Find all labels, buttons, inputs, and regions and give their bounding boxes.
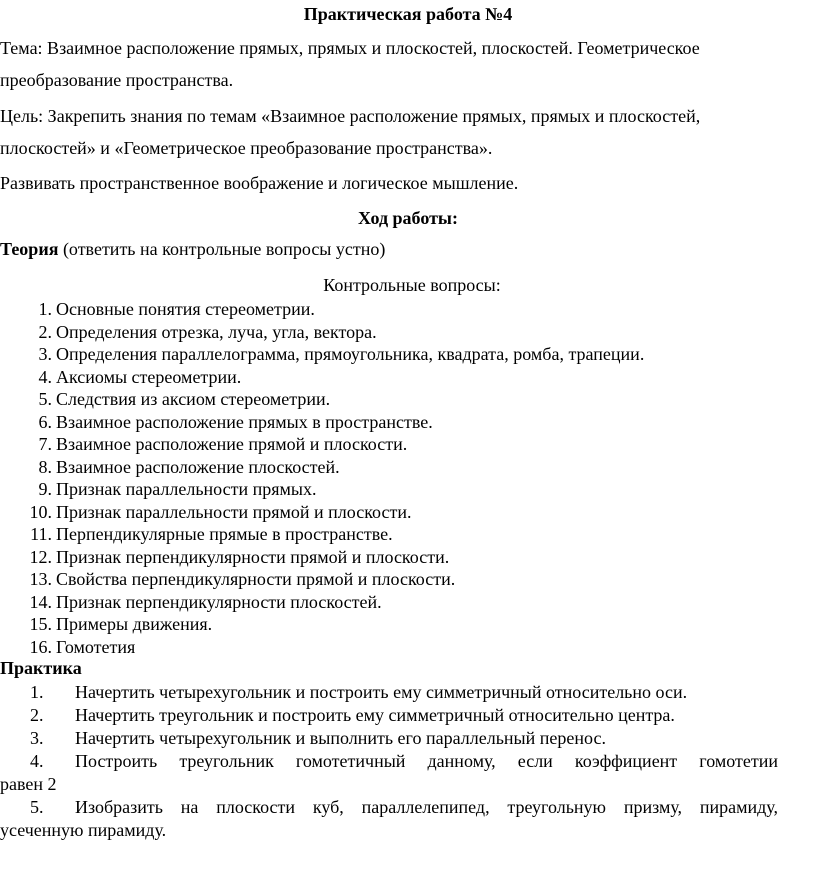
question-item [0, 636, 135, 658]
item-text: Определения отрезка, луча, угла, вектора. [56, 321, 377, 342]
question-item [0, 546, 449, 568]
item-text: Взаимное расположение прямой и плоскости. [56, 434, 408, 454]
item-number: 10. [29, 501, 52, 522]
item-text: Признак параллельности прямой и плоскости. [56, 501, 412, 522]
question-item [0, 411, 433, 433]
item-number: 5. [38, 389, 52, 409]
item-text-continued: равен 2 [0, 774, 57, 794]
item-text: Примеры движения. [56, 614, 213, 634]
practice-item [0, 750, 778, 796]
goal-line-1: Цель: Закрепить знания по темам «Взаимное расположение прямых, прямых и плоскостей, [0, 106, 701, 126]
theory-line [0, 238, 385, 260]
item-number: 1. [38, 299, 52, 319]
page-title: Практическая работа №4 [303, 4, 513, 24]
question-item [0, 366, 241, 388]
question-item [0, 613, 212, 635]
item-number: 1. [30, 682, 44, 702]
item-number: 4. [38, 366, 52, 387]
item-number: 16. [29, 636, 52, 657]
item-number: 2. [30, 705, 44, 725]
progress-heading: Ход работы: [358, 208, 458, 228]
topic-line-2: преобразование пространства. [0, 70, 234, 90]
item-text: Начертить треугольник и построить ему симметричный относительно центра. [75, 705, 675, 725]
practice-heading: Практика [0, 658, 82, 678]
question-item [0, 591, 382, 613]
item-text: Начертить четырехугольник и построить ему симметричный относительно оси. [75, 682, 688, 702]
question-item [0, 523, 393, 545]
item-text: Признак перпендикулярности прямой и плоскости. [56, 546, 450, 567]
question-item [0, 478, 317, 500]
item-number: 14. [29, 591, 52, 612]
question-item [0, 568, 455, 590]
item-number: 3. [38, 344, 52, 364]
question-item [0, 298, 315, 320]
item-text: Начертить четырехугольник и выполнить его параллельный перенос. [75, 728, 606, 748]
practice-item [0, 796, 778, 842]
item-number: 4. [30, 751, 44, 771]
practice-item [30, 704, 778, 727]
item-number: 6. [38, 411, 52, 432]
item-number: 5. [30, 797, 44, 817]
question-item [0, 343, 644, 365]
item-text: Перпендикулярные прямые в пространстве. [56, 524, 393, 544]
item-text: Аксиомы стереометрии. [56, 366, 242, 387]
item-text: Взаимное расположение прямых в пространстве. [56, 411, 433, 432]
questions-heading: Контрольные вопросы: [323, 275, 501, 295]
question-item [0, 388, 330, 410]
item-number: 15. [29, 614, 52, 634]
item-text: Построить треугольник гомотетичный данному, если коэффициент гомотетии [75, 751, 778, 771]
item-text: Определения параллелограмма, прямоугольника, квадрата, ромба, трапеции. [56, 344, 645, 364]
theory-note: (ответить на контрольные вопросы устно) [58, 239, 386, 259]
goal-line-2: плоскостей» и «Геометрическое преобразование пространства». [0, 138, 493, 158]
practice-item [30, 727, 778, 750]
item-text-continued: усеченную пирамиду. [0, 820, 167, 840]
item-text: Гомотетия [56, 636, 136, 657]
item-number: 11. [30, 524, 52, 544]
develop-line: Развивать пространственное воображение и логическое мышление. [0, 173, 519, 193]
item-text: Изобразить на плоскости куб, параллелепипед, треугольную призму, пирамиду, [75, 797, 778, 817]
question-item [0, 456, 340, 478]
theory-label: Теория [0, 239, 59, 259]
topic-line-1: Тема: Взаимное расположение прямых, прямых и плоскостей, плоскостей. Геометрическое [0, 38, 700, 58]
item-number: 2. [38, 321, 52, 342]
item-text: Признак перпендикулярности плоскостей. [56, 591, 382, 612]
item-number: 13. [29, 569, 52, 589]
item-number: 8. [38, 456, 52, 477]
practice-item [30, 681, 778, 704]
item-text: Свойства перпендикулярности прямой и плоскости. [56, 569, 456, 589]
question-item [0, 433, 407, 455]
item-text: Основные понятия стереометрии. [56, 299, 315, 319]
item-number: 3. [30, 728, 44, 748]
question-item [0, 321, 377, 343]
item-text: Признак параллельности прямых. [56, 479, 317, 499]
item-number: 9. [38, 479, 52, 499]
item-number: 12. [29, 546, 52, 567]
item-text: Взаимное расположение плоскостей. [56, 456, 340, 477]
item-number: 7. [38, 434, 52, 454]
item-text: Следствия из аксиом стереометрии. [56, 389, 331, 409]
question-item [0, 501, 411, 523]
